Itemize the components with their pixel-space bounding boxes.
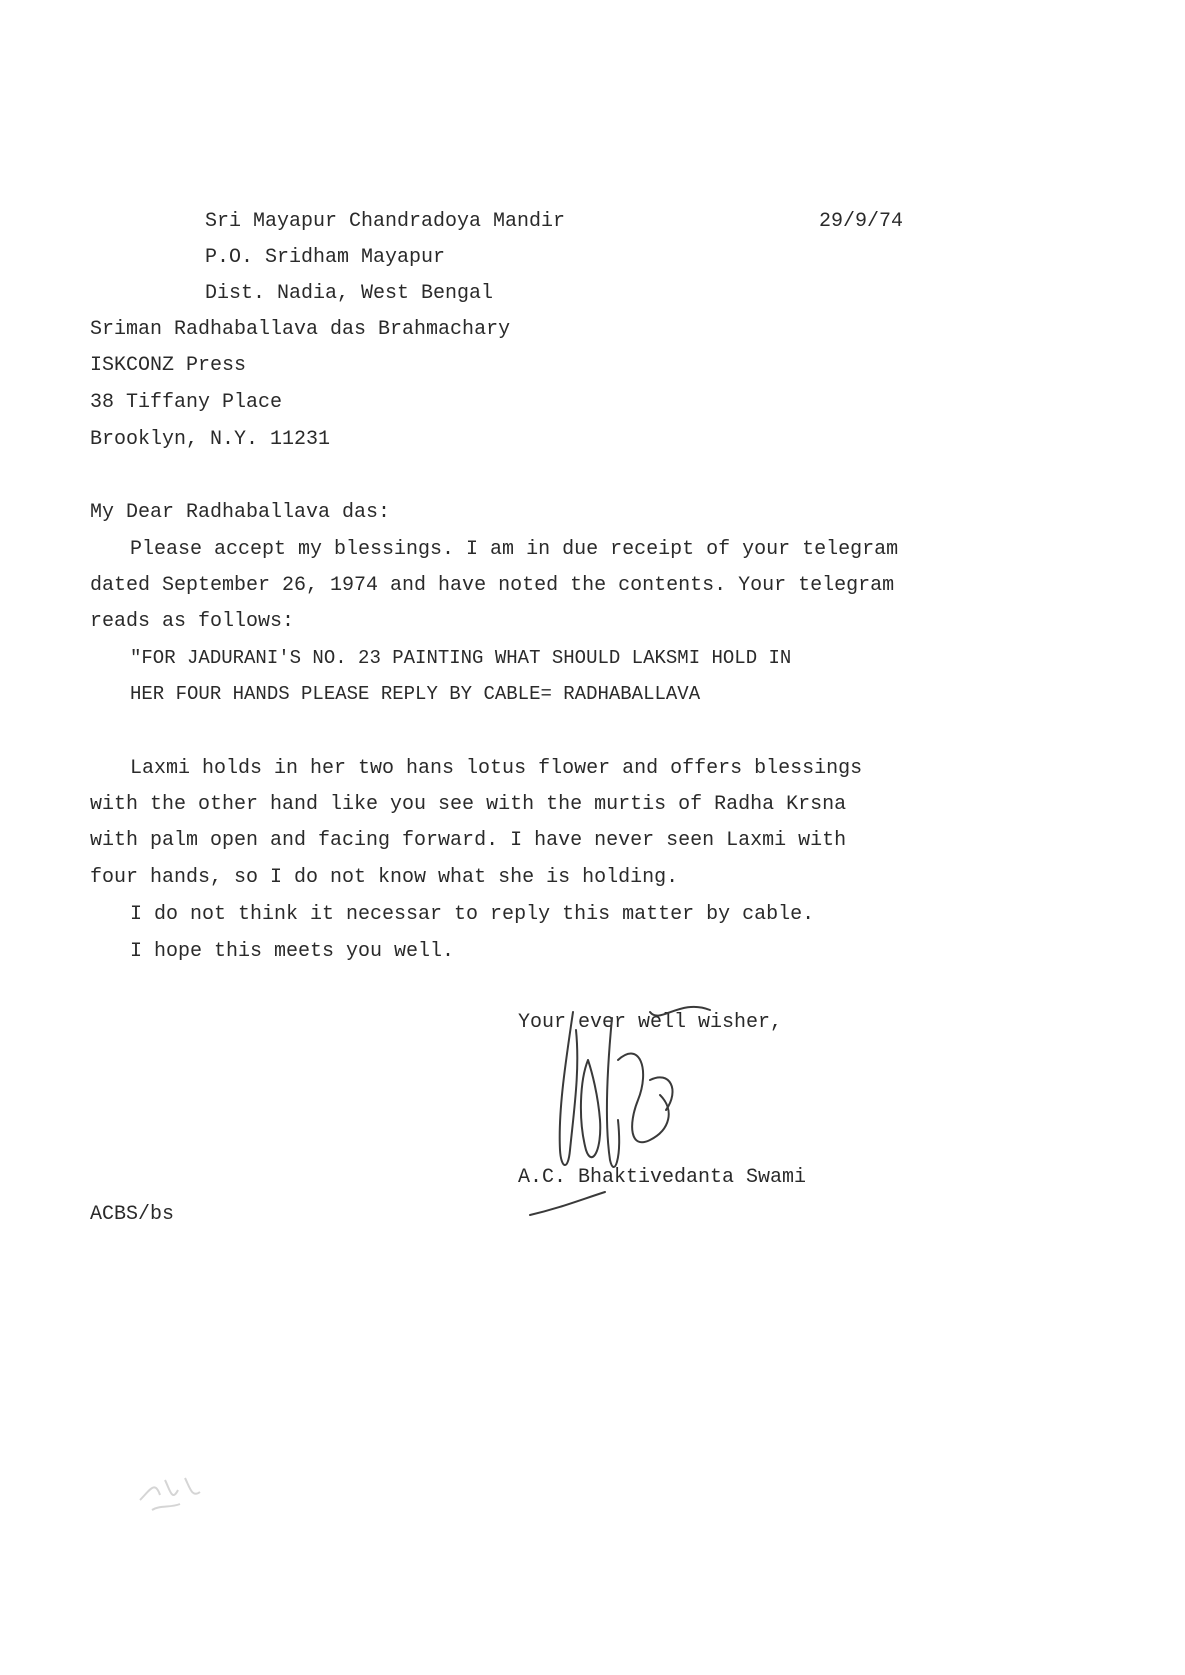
recipient-address-line-2: ISKCONZ Press xyxy=(90,354,247,377)
paragraph-2-line-3: with palm open and facing forward. I have never seen Laxmi with xyxy=(90,829,847,852)
handwritten-signature xyxy=(500,1000,860,1230)
salutation: My Dear Radhaballava das: xyxy=(90,501,391,524)
recipient-address-line-3: 38 Tiffany Place xyxy=(90,391,283,414)
paragraph-2-line-4: four hands, so I do not know what she is holding. xyxy=(90,866,679,889)
signature-name: A.C. Bhaktivedanta Swami xyxy=(518,1166,807,1189)
sender-address-line-2: P.O. Sridham Mayapur xyxy=(205,246,446,269)
paragraph-1-line-3: reads as follows: xyxy=(90,610,295,633)
signature-scribble xyxy=(500,1000,860,1230)
telegram-line-2: HER FOUR HANDS PLEASE REPLY BY CABLE= RADHABALLAVA xyxy=(130,683,701,705)
sender-address-line-3: Dist. Nadia, West Bengal xyxy=(205,282,494,305)
telegram-line-1: "FOR JADURANI'S NO. 23 PAINTING WHAT SHOULD LAKSMI HOLD IN xyxy=(130,647,792,669)
recipient-address-line-4: Brooklyn, N.Y. 11231 xyxy=(90,428,331,451)
letter-date: 29/9/74 xyxy=(819,210,904,233)
reference-initials: ACBS/bs xyxy=(90,1203,175,1226)
paragraph-1-line-1: Please accept my blessings. I am in due receipt of your telegram xyxy=(130,538,899,561)
faint-stamp-mark xyxy=(130,1460,220,1520)
paragraph-2-line-2: with the other hand like you see with the murtis of Radha Krsna xyxy=(90,793,847,816)
recipient-address-line-1: Sriman Radhaballava das Brahmachary xyxy=(90,318,511,341)
sender-address-line-1: Sri Mayapur Chandradoya Mandir xyxy=(205,210,566,233)
closing: Your ever well wisher, xyxy=(518,1011,783,1034)
paragraph-3: I do not think it necessar to reply this matter by cable. xyxy=(130,903,815,926)
paragraph-2-line-1: Laxmi holds in her two hans lotus flower and offers blessings xyxy=(130,757,863,780)
paragraph-4: I hope this meets you well. xyxy=(130,940,455,963)
paragraph-1-line-2: dated September 26, 1974 and have noted the contents. Your telegram xyxy=(90,574,895,597)
